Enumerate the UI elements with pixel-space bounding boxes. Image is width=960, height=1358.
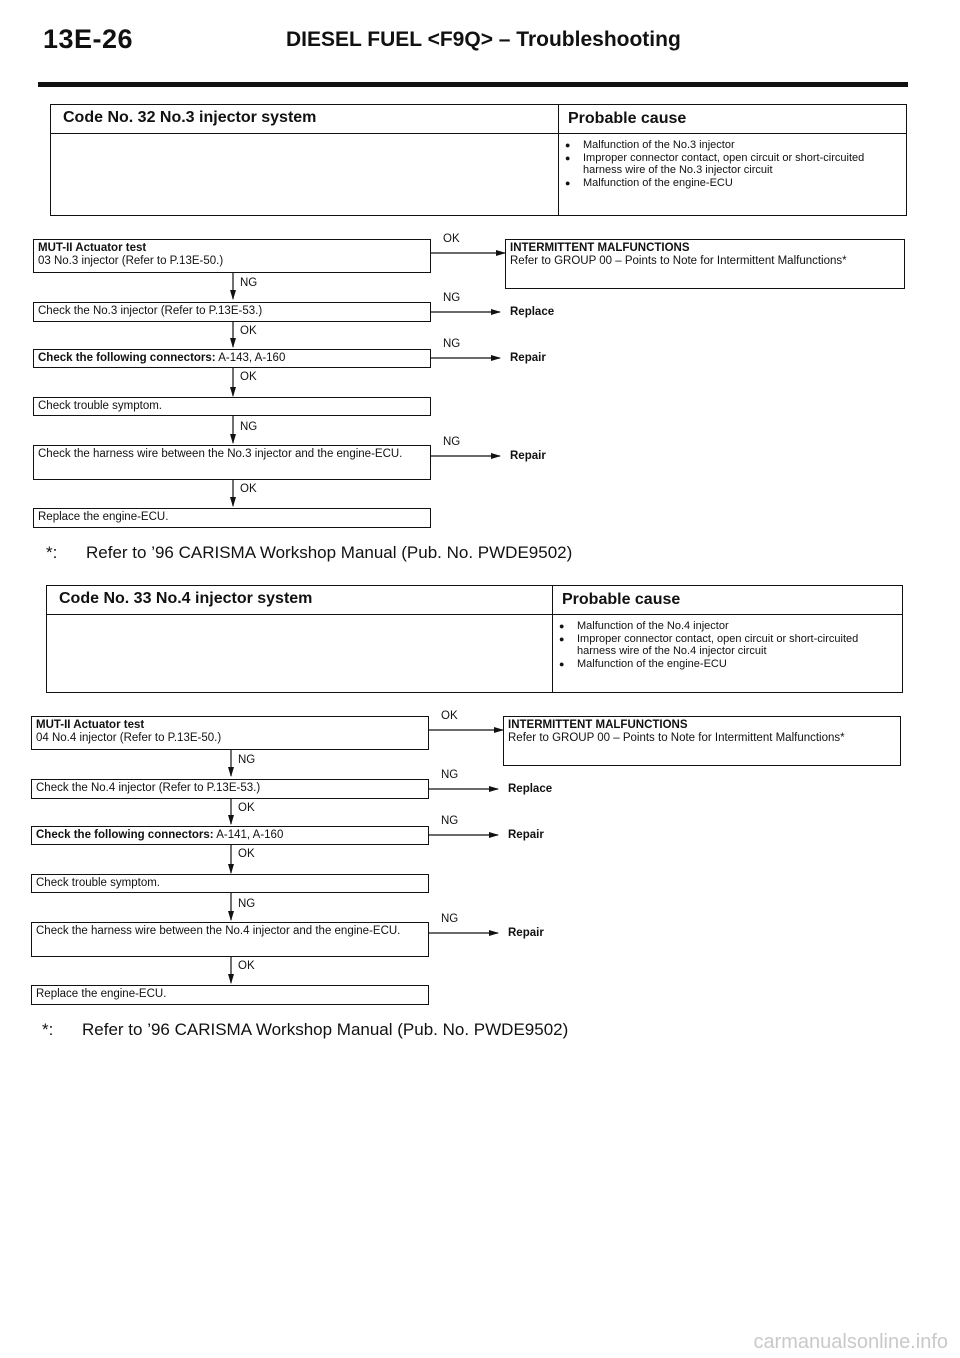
ok-label: OK — [240, 371, 257, 383]
page-title: DIESEL FUEL <F9Q> – Troubleshooting — [286, 28, 681, 51]
intermittent-box — [505, 239, 905, 289]
cause-item: ● Malfunction of the engine-ECU — [563, 177, 898, 190]
ok-label: OK — [238, 960, 255, 972]
code-label: Code No. 33 No.4 injector system — [59, 590, 313, 607]
actuator-detail: 03 No.3 injector (Refer to P.13E-50.) — [38, 255, 224, 267]
footnote-mark: *: — [46, 543, 58, 562]
replace-ecu-text: Replace the engine-ECU. — [36, 988, 167, 1000]
replace-result: Replace — [508, 783, 553, 795]
ng-label: NG — [238, 754, 256, 766]
repair-result: Repair — [510, 450, 546, 462]
ok-label: OK — [240, 325, 257, 337]
code-33-cause-table — [46, 585, 903, 693]
replace-ecu-text: Replace the engine-ECU. — [38, 511, 169, 523]
cause-item: ● Malfunction of the engine-ECU — [557, 658, 892, 671]
ok-label: OK — [441, 710, 458, 722]
intermittent-title: INTERMITTENT MALFUNCTIONS — [508, 719, 688, 731]
actuator-test-box — [31, 716, 429, 750]
intermittent-title: INTERMITTENT MALFUNCTIONS — [510, 242, 690, 254]
repair-result: Repair — [508, 927, 544, 939]
repair-result: Repair — [510, 352, 546, 364]
connectors-label: Check the following connectors: — [36, 829, 214, 841]
cause-item: ● Improper connector contact, open circuit or short-circuited harness wire of the No.4 injector circuit — [557, 633, 892, 658]
footnote-text: Refer to ’96 CARISMA Workshop Manual (Pub. No. PWDE9502) — [82, 1020, 569, 1039]
cause-item: ● Malfunction of the No.4 injector — [557, 620, 892, 633]
ng-label: NG — [441, 913, 459, 925]
check-trouble-text: Check trouble symptom. — [36, 877, 160, 889]
check-connectors-box — [33, 349, 431, 368]
ng-label: NG — [240, 421, 258, 433]
check-harness-box — [31, 922, 429, 957]
page-number: 13E-26 — [43, 24, 134, 54]
ng-label: NG — [443, 436, 461, 448]
ok-label: OK — [238, 848, 255, 860]
ng-label: NG — [240, 277, 258, 289]
intermittent-detail: Refer to GROUP 00 – Points to Note for Intermittent Malfunctions* — [508, 732, 845, 744]
check-harness-box — [33, 445, 431, 480]
actuator-title: MUT-II Actuator test — [38, 242, 147, 254]
cause-table-divider — [552, 586, 553, 692]
replace-ecu-box — [31, 985, 429, 1005]
check-injector-box — [33, 302, 431, 322]
intermittent-box — [503, 716, 901, 766]
ng-label: NG — [443, 338, 461, 350]
check-injector-text: Check the No.3 injector (Refer to P.13E-53.) — [38, 305, 263, 317]
ok-label: OK — [240, 483, 257, 495]
intermittent-detail: Refer to GROUP 00 – Points to Note for Intermittent Malfunctions* — [510, 255, 847, 267]
actuator-test-box — [33, 239, 431, 273]
ok-label: OK — [443, 233, 460, 245]
footnote-mark: *: — [42, 1020, 54, 1039]
cause-item: ● Improper connector contact, open circuit or short-circuited harness wire of the No.3 injector circuit — [563, 152, 898, 177]
cause-item: ● Malfunction of the No.3 injector — [563, 139, 898, 152]
ng-label: NG — [443, 292, 461, 304]
connectors-value: A-141, A-160 — [216, 829, 284, 841]
replace-ecu-box — [33, 508, 431, 528]
probable-cause-list — [557, 620, 892, 670]
probable-cause-heading: Probable cause — [568, 110, 687, 127]
footnote — [42, 1020, 568, 1040]
repair-result: Repair — [508, 829, 544, 841]
check-harness-text: Check the harness wire between the No.4 injector and the engine-ECU. — [36, 925, 401, 937]
replace-result: Replace — [510, 306, 555, 318]
probable-cause-heading: Probable cause — [562, 591, 681, 608]
actuator-detail: 04 No.4 injector (Refer to P.13E-50.) — [36, 732, 222, 744]
check-injector-box — [31, 779, 429, 799]
watermark: carmanualsonline.info — [753, 1331, 948, 1353]
check-trouble-box — [33, 397, 431, 416]
connectors-value: A-143, A-160 — [218, 352, 286, 364]
actuator-title: MUT-II Actuator test — [36, 719, 145, 731]
connectors-label: Check the following connectors: — [38, 352, 216, 364]
footnote-text: Refer to ’96 CARISMA Workshop Manual (Pub. No. PWDE9502) — [86, 543, 573, 562]
code-label: Code No. 32 No.3 injector system — [63, 109, 317, 126]
footnote — [46, 543, 572, 563]
check-trouble-box — [31, 874, 429, 893]
ng-label: NG — [441, 769, 459, 781]
check-harness-text: Check the harness wire between the No.3 injector and the engine-ECU. — [38, 448, 403, 460]
check-connectors-box — [31, 826, 429, 845]
ng-label: NG — [238, 898, 256, 910]
check-injector-text: Check the No.4 injector (Refer to P.13E-53.) — [36, 782, 261, 794]
ok-label: OK — [238, 802, 255, 814]
check-trouble-text: Check trouble symptom. — [38, 400, 162, 412]
ng-label: NG — [441, 815, 459, 827]
